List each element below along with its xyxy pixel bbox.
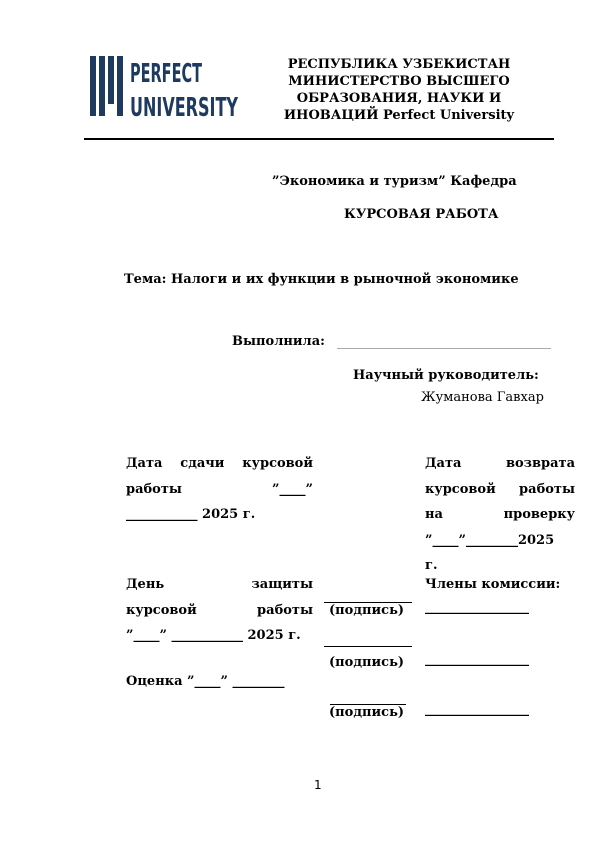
ministry-header [268, 56, 530, 124]
submission-line: Дата сдачи курсовой [126, 456, 313, 471]
work-title: КУРСОВАЯ РАБОТА [344, 207, 499, 222]
return-line: ”____”________2025 [425, 532, 555, 548]
performer-label: Выполнила: [232, 334, 325, 349]
return-date [425, 451, 575, 579]
submission-line: ___________ 2025 г. [126, 507, 256, 522]
defense-line: курсовой работы [126, 602, 313, 618]
signature-label: (подпись) [329, 603, 405, 618]
submission-date [126, 451, 313, 528]
signature-label: (подпись) [329, 655, 405, 670]
signature-line [324, 646, 412, 647]
supervisor-label: Научный руководитель: [353, 368, 539, 383]
submission-line: работы ”____” [126, 481, 313, 497]
grade: Оценка ”____” ________ [126, 674, 285, 689]
department-name: ”Экономика и туризм” Кафедра [272, 174, 517, 189]
signature-label: (подпись) [329, 705, 405, 720]
header-divider [84, 138, 554, 140]
university-logo [90, 54, 240, 123]
commission-label: Члены комиссии: [425, 577, 561, 592]
defense-date [126, 572, 313, 649]
header-line: РЕСПУБЛИКА УЗБЕКИСТАН [287, 57, 511, 72]
header-line: ИНОВАЦИЙ Perfect University [283, 108, 515, 123]
logo-mark-icon [90, 54, 240, 123]
return-line: Дата возврата [425, 456, 575, 471]
return-line: г. [425, 558, 438, 573]
commission-line: ________________ [425, 652, 529, 667]
logo-text-line1: PERFECT [130, 59, 203, 89]
commission-line: ________________ [425, 702, 529, 717]
return-line: курсовой работы [425, 481, 575, 497]
defense-line: День защиты [126, 577, 313, 592]
return-line: на проверку [425, 507, 575, 522]
header-line: ОБРАЗОВАНИЯ, НАУКИ И [296, 91, 502, 106]
commission-members [425, 572, 575, 598]
topic: Тема: Налоги и их функции в рыночной экономике [124, 272, 519, 287]
defense-line: ”____” ___________ 2025 г. [126, 628, 301, 643]
page-number: 1 [314, 778, 322, 792]
performer-field-line [337, 348, 551, 349]
supervisor-name: Жуманова Гавхар [421, 390, 544, 405]
header-line: МИНИСТЕРСТВО ВЫСШЕГО [288, 74, 510, 89]
logo-text-line2: UNIVERSITY [130, 93, 239, 123]
commission-line: ________________ [425, 600, 529, 615]
